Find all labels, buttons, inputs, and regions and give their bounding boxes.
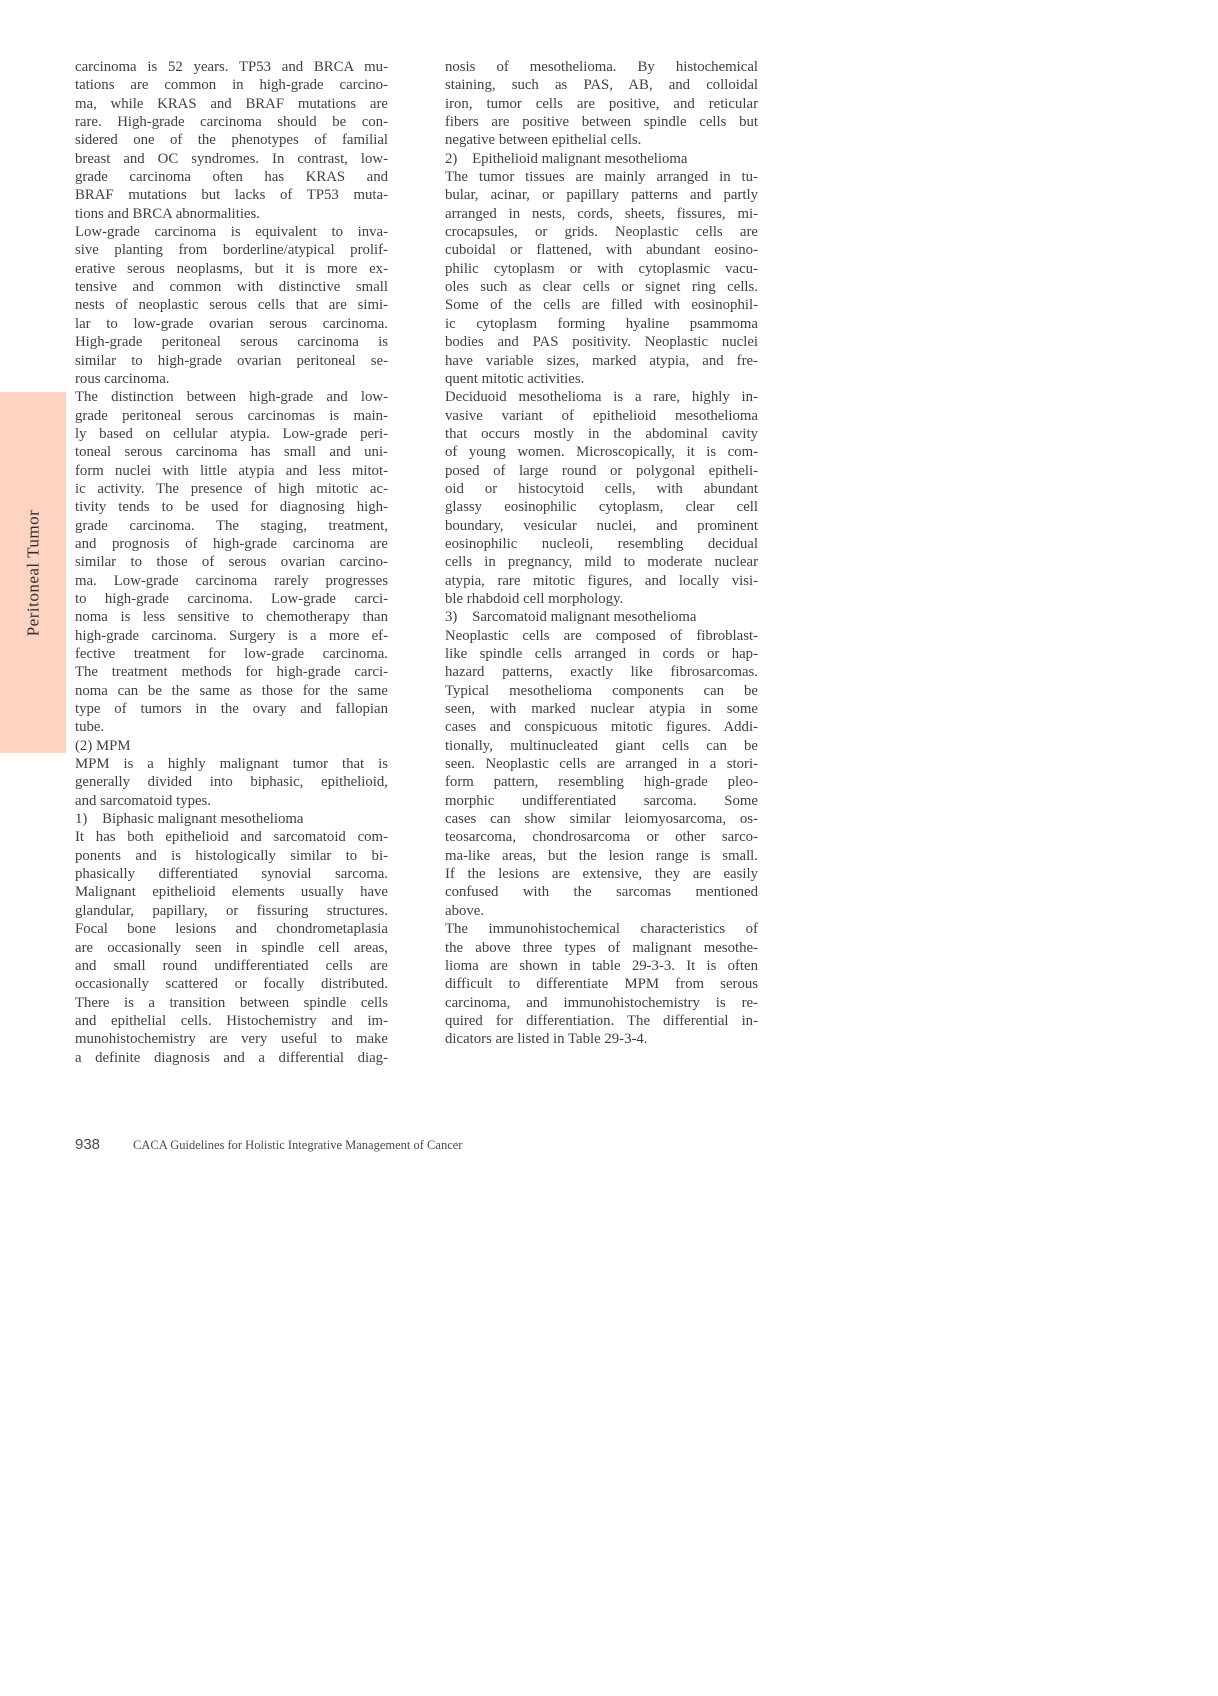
text-line: have variable sizes, marked atypia, and fre- bbox=[445, 352, 758, 369]
text-line: tionally, multinucleated giant cells can be bbox=[445, 737, 758, 754]
text-line: The immunohistochemical characteristics of bbox=[445, 921, 758, 938]
text-line: seen. Neoplastic cells are arranged in a stori- bbox=[445, 756, 758, 773]
text-line: boundary, vesicular nuclei, and prominent bbox=[445, 517, 758, 534]
text-line: ma, while KRAS and BRAF mutations are bbox=[75, 95, 388, 112]
text-line: BRAF mutations but lacks of TP53 muta- bbox=[75, 187, 388, 204]
text-line: teosarcoma, chondrosarcoma or other sarco- bbox=[445, 829, 758, 846]
text-line: Typical mesothelioma components can be bbox=[445, 682, 758, 699]
text-line: and prognosis of high-grade carcinoma are bbox=[75, 535, 388, 552]
text-line: carcinoma is 52 years. TP53 and BRCA mu- bbox=[75, 59, 388, 75]
text-line: similar to high-grade ovarian peritoneal se- bbox=[75, 352, 388, 369]
text-line: breast and OC syndromes. In contrast, low- bbox=[75, 150, 388, 167]
text-line: grade peritoneal serous carcinomas is main- bbox=[75, 407, 388, 424]
text-line: cases can show similar leiomyosarcoma, os- bbox=[445, 811, 758, 828]
text-line: and sarcomatoid types. bbox=[75, 792, 212, 809]
chapter-side-tab bbox=[0, 392, 66, 753]
text-line: like spindle cells arranged in cords or hap- bbox=[445, 646, 758, 662]
text-line: form pattern, resembling high-grade pleo- bbox=[445, 774, 758, 791]
text-column-left bbox=[75, 58, 388, 1067]
text-line: ponents and is histologically similar to bi- bbox=[75, 847, 388, 864]
text-line: occasionally scattered or focally distributed. bbox=[75, 976, 388, 993]
text-line: If the lesions are extensive, they are easily bbox=[445, 866, 758, 883]
text-line: rous carcinoma. bbox=[75, 370, 170, 387]
text-line: Focal bone lesions and chondrometaplasia bbox=[75, 921, 388, 938]
text-line: cases and conspicuous mitotic figures. Addi- bbox=[445, 719, 758, 736]
text-line: noma is less sensitive to chemotherapy than bbox=[75, 609, 388, 626]
text-line: cuboidal or flattened, with abundant eosino- bbox=[445, 242, 758, 259]
text-line: to high-grade carcinoma. Low-grade carci- bbox=[75, 590, 388, 607]
text-line: Deciduoid mesothelioma is a rare, highly in- bbox=[445, 389, 758, 406]
text-column-right bbox=[445, 58, 758, 1049]
text-line: The distinction between high-grade and low- bbox=[75, 389, 388, 406]
text-line: negative between epithelial cells. bbox=[445, 132, 642, 149]
text-line: There is a transition between spindle cells bbox=[75, 994, 388, 1011]
text-line: high-grade carcinoma. Surgery is a more ef- bbox=[75, 627, 388, 644]
text-line: grade carcinoma. The staging, treatment, bbox=[75, 517, 388, 534]
text-line: dicators are listed in Table 29-3-4. bbox=[445, 1031, 648, 1048]
text-line: tivity tends to be used for diagnosing high- bbox=[75, 499, 388, 516]
text-line: similar to those of serous ovarian carcino- bbox=[75, 554, 388, 571]
text-line: bular, acinar, or papillary patterns and partly bbox=[445, 187, 758, 204]
text-line: glassy eosinophilic cytoplasm, clear cell bbox=[445, 499, 758, 516]
text-line: vasive variant of epithelioid mesothelioma bbox=[445, 407, 758, 424]
text-line: hazard patterns, exactly like fibrosarcomas. bbox=[445, 664, 758, 681]
text-line: sidered one of the phenotypes of familial bbox=[75, 132, 388, 149]
text-line: a definite diagnosis and a differential diag- bbox=[75, 1049, 388, 1066]
page-number: 938 bbox=[75, 1136, 101, 1153]
text-line: ma. Low-grade carcinoma rarely progresses bbox=[75, 572, 388, 589]
text-line: posed of large round or polygonal epitheli- bbox=[445, 462, 758, 479]
text-line: iron, tumor cells are positive, and reticular bbox=[445, 95, 758, 112]
text-line: are occasionally seen in spindle cell areas, bbox=[75, 939, 388, 956]
text-line: morphic undifferentiated sarcoma. Some bbox=[445, 792, 758, 809]
text-line: ly based on cellular atypia. Low-grade peri- bbox=[75, 425, 388, 442]
text-line: nests of neoplastic serous cells that are simi- bbox=[75, 297, 388, 314]
text-line: nosis of mesothelioma. By histochemical bbox=[445, 59, 758, 75]
text-line: tensive and common with distinctive small bbox=[75, 279, 388, 296]
text-line: and epithelial cells. Histochemistry and im- bbox=[75, 1012, 388, 1029]
text-line: sive planting from borderline/atypical prolif- bbox=[75, 242, 388, 259]
text-line: It has both epithelioid and sarcomatoid com- bbox=[75, 829, 388, 846]
text-line: lar to low-grade ovarian serous carcinoma. bbox=[75, 315, 388, 332]
text-line: oid or histocytoid cells, with abundant bbox=[445, 480, 758, 497]
text-line: eosinophilic nucleoli, resembling decidual bbox=[445, 535, 758, 552]
text-line: seen, with marked nuclear atypia in some bbox=[445, 701, 758, 718]
text-line: High-grade peritoneal serous carcinoma is bbox=[75, 334, 388, 351]
chapter-side-tab-label: Peritoneal Tumor bbox=[23, 509, 43, 636]
text-line: toneal serous carcinoma has small and uni- bbox=[75, 444, 388, 461]
text-line: philic cytoplasm or with cytoplasmic vacu- bbox=[445, 260, 758, 277]
text-line: staining, such as PAS, AB, and colloidal bbox=[445, 77, 758, 94]
book-title: CACA Guidelines for Holistic Integrative Management of Cancer bbox=[133, 1138, 463, 1152]
text-line: phasically differentiated synovial sarcoma. bbox=[75, 866, 388, 883]
text-line: difficult to differentiate MPM from serous bbox=[445, 976, 758, 993]
text-line: The tumor tissues are mainly arranged in tu- bbox=[445, 169, 758, 186]
text-line: confused with the sarcomas mentioned bbox=[445, 884, 758, 901]
text-line: carcinoma, and immunohistochemistry is re- bbox=[445, 994, 758, 1011]
text-line: ble rhabdoid cell morphology. bbox=[445, 590, 624, 607]
text-line: fective treatment for low-grade carcinoma. bbox=[75, 646, 388, 662]
text-line: the above three types of malignant mesothe- bbox=[445, 939, 758, 956]
text-line: Low-grade carcinoma is equivalent to inva- bbox=[75, 224, 388, 241]
text-line: tations are common in high-grade carcino- bbox=[75, 77, 388, 94]
text-line: arranged in nests, cords, sheets, fissures, mi- bbox=[445, 205, 758, 222]
text-line: generally divided into biphasic, epithelioid, bbox=[75, 774, 388, 791]
text-line: Malignant epithelioid elements usually have bbox=[75, 884, 388, 901]
text-line: tube. bbox=[75, 719, 105, 736]
text-line: form nuclei with little atypia and less mitot- bbox=[75, 462, 388, 479]
text-line: cells in pregnancy, mild to moderate nuclear bbox=[445, 554, 758, 571]
text-line: crocapsules, or grids. Neoplastic cells are bbox=[445, 224, 758, 241]
text-line: tions and BRCA abnormalities. bbox=[75, 205, 260, 222]
text-line: atypia, rare mitotic figures, and locally visi- bbox=[445, 572, 758, 589]
text-line: type of tumors in the ovary and fallopian bbox=[75, 701, 388, 718]
text-line: noma can be the same as those for the same bbox=[75, 682, 388, 699]
text-line: oles such as clear cells or signet ring cells. bbox=[445, 279, 758, 296]
text-line: MPM is a highly malignant tumor that is bbox=[75, 756, 388, 773]
text-line: (2) MPM bbox=[75, 737, 131, 754]
text-line: 3) Sarcomatoid malignant mesothelioma bbox=[445, 609, 697, 626]
text-line: ic activity. The presence of high mitotic ac- bbox=[75, 480, 388, 497]
text-line: that occurs mostly in the abdominal cavity bbox=[445, 425, 758, 442]
text-line: of young women. Microscopically, it is com- bbox=[445, 444, 758, 461]
text-line: 2) Epithelioid malignant mesothelioma bbox=[445, 150, 688, 167]
text-line: lioma are shown in table 29-3-3. It is often bbox=[445, 957, 758, 974]
text-line: bodies and PAS positivity. Neoplastic nuclei bbox=[445, 334, 758, 351]
text-line: ma-like areas, but the lesion range is small. bbox=[445, 847, 758, 864]
text-line: glandular, papillary, or fissuring structures. bbox=[75, 902, 388, 919]
text-line: rare. High-grade carcinoma should be con- bbox=[75, 114, 388, 131]
text-line: Neoplastic cells are composed of fibroblast- bbox=[445, 627, 758, 644]
text-line: and small round undifferentiated cells are bbox=[75, 957, 388, 974]
text-line: grade carcinoma often has KRAS and bbox=[75, 169, 388, 186]
text-line: The treatment methods for high-grade carci- bbox=[75, 664, 388, 681]
text-line: 1) Biphasic malignant mesothelioma bbox=[75, 811, 304, 828]
text-line: ic cytoplasm forming hyaline psammoma bbox=[445, 315, 758, 332]
text-line: quent mitotic activities. bbox=[445, 370, 585, 387]
text-line: munohistochemistry are very useful to make bbox=[75, 1031, 388, 1048]
text-line: erative serous neoplasms, but it is more ex- bbox=[75, 260, 388, 277]
page-footer bbox=[75, 1135, 775, 1155]
text-line: fibers are positive between spindle cells but bbox=[445, 114, 758, 131]
text-line: above. bbox=[445, 902, 485, 919]
text-line: quired for differentiation. The differential in- bbox=[445, 1012, 758, 1029]
text-line: Some of the cells are filled with eosinophil- bbox=[445, 297, 758, 314]
